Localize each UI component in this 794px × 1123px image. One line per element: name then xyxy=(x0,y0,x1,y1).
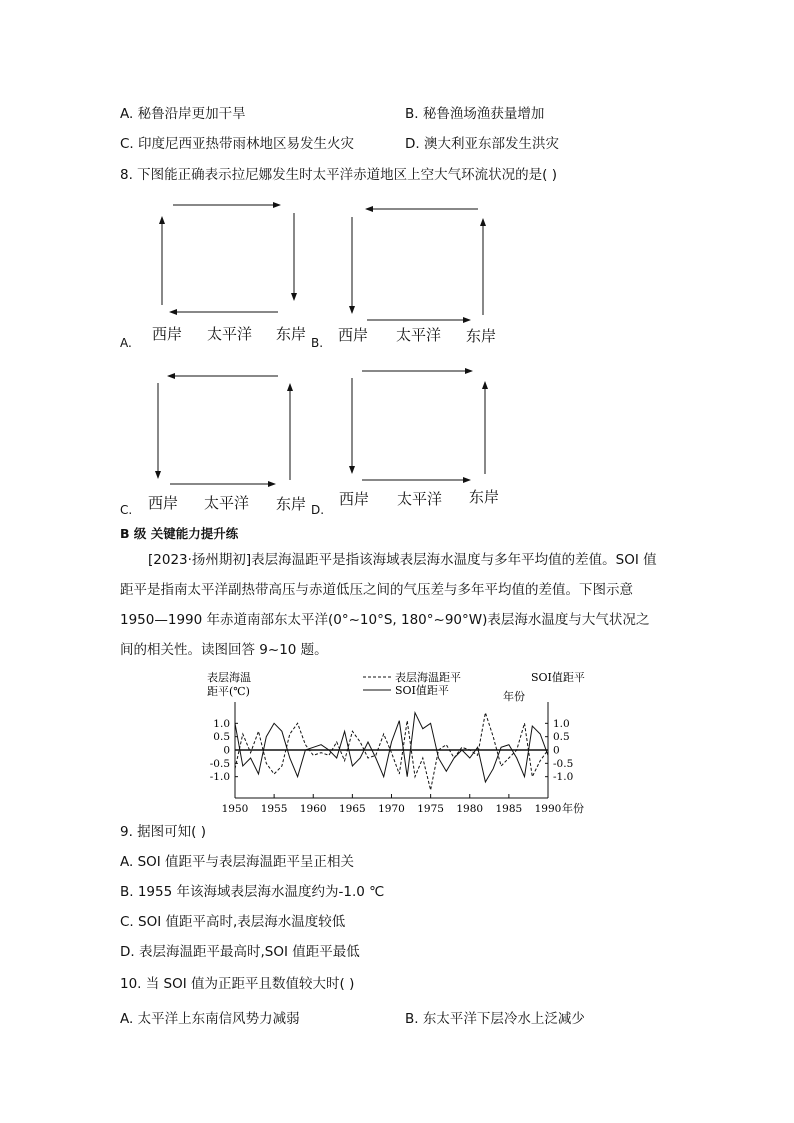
diagram-d-label: D. xyxy=(311,503,325,517)
diagram-a-east-coast: 东岸 xyxy=(276,325,307,343)
chart-xlabel: 年份 xyxy=(562,802,584,815)
q9-option-c: C. SOI 值距平高时,表层海水温度较低 xyxy=(120,914,346,930)
diagram-a-pacific: 太平洋 xyxy=(207,325,253,343)
diagram-d-west-coast: 西岸 xyxy=(339,490,370,508)
chart-ytick-right-label: 1.0 xyxy=(553,717,570,730)
chart-xtick-label: 1975 xyxy=(417,803,444,815)
chart-ytick-right-label: 0.5 xyxy=(553,731,570,744)
chart-xtick-label: 1960 xyxy=(299,803,327,815)
diagram-b-west-coast: 西岸 xyxy=(338,326,369,344)
diagram-c-pacific: 太平洋 xyxy=(204,494,250,512)
diagram-a-label: A. xyxy=(120,336,132,350)
intro-line-2: 距平是指南太平洋副热带高压与赤道低压之间的气压差与多年平均值的差值。下图示意 xyxy=(120,582,633,598)
chart-xtick-label: 1970 xyxy=(378,803,405,815)
intro-line-4: 间的相关性。读图回答 9~10 题。 xyxy=(120,642,328,658)
q7-option-b: B. 秘鲁渔场渔获量增加 xyxy=(405,106,545,122)
chart-ytick-left-label: 1.0 xyxy=(213,717,230,730)
diagram-c-label: C. xyxy=(120,503,133,517)
chart-ytick-left-label: 0 xyxy=(223,744,230,757)
diagram-b-east-coast: 东岸 xyxy=(466,327,497,345)
intro-line-3: 1950—1990 年赤道南部东太平洋(0°~10°S, 180°~90°W)表层海水温度与大气状况之 xyxy=(120,612,650,628)
chart-ytick-right-label: -1.0 xyxy=(553,771,574,784)
chart-ylabel-left-1: 表层海温 xyxy=(207,671,251,684)
chart-xtick-label: 1990 xyxy=(534,803,562,815)
q8-stem: 8. 下图能正确表示拉尼娜发生时太平洋赤道地区上空大气环流状况的是( ) xyxy=(120,167,557,183)
diagram-d-pacific: 太平洋 xyxy=(397,490,443,508)
q10-option-a: A. 太平洋上东南信风势力减弱 xyxy=(120,1011,300,1027)
diagram-b-label: B. xyxy=(311,336,324,350)
diagram-c-east-coast: 东岸 xyxy=(276,495,307,513)
chart-xtick-label: 1985 xyxy=(495,803,523,815)
section-b-heading: B 级 关键能力提升练 xyxy=(120,526,239,541)
chart-ytick-left-label: 0.5 xyxy=(213,731,230,744)
chart-ytick-right-label: 0 xyxy=(553,744,560,757)
chart-xtick-label: 1955 xyxy=(260,803,288,815)
chart-xtick-label: 1965 xyxy=(339,803,366,815)
chart-ylabel-right: SOI值距平 xyxy=(531,671,585,684)
chart-xtick-label: 1950 xyxy=(221,803,249,815)
chart-xlabel-top: 年份 xyxy=(503,690,525,703)
diagram-c-west-coast: 西岸 xyxy=(148,494,179,512)
chart-ytick-left-label: -0.5 xyxy=(209,757,230,770)
q9-option-a: A. SOI 值距平与表层海温距平呈正相关 xyxy=(120,854,355,870)
series-sst-line xyxy=(235,713,548,790)
q7-option-d: D. 澳大利亚东部发生洪灾 xyxy=(405,136,559,152)
q7-option-c: C. 印度尼西亚热带雨林地区易发生火灾 xyxy=(120,136,355,152)
chart-ytick-left-label: -1.0 xyxy=(209,771,230,784)
legend-soi-label: SOI值距平 xyxy=(395,684,449,697)
q10-option-b: B. 东太平洋下层冷水上泛减少 xyxy=(405,1011,585,1027)
chart-xtick-label: 1980 xyxy=(456,803,484,815)
legend-sst-label: 表层海温距平 xyxy=(395,671,461,684)
chart-ytick-right-label: -0.5 xyxy=(553,757,574,770)
intro-line-1: [2023·扬州期初]表层海温距平是指该海域表层海水温度与多年平均值的差值。SOI 值 xyxy=(148,552,657,568)
diagram-a-west-coast: 西岸 xyxy=(152,325,183,343)
q9-option-d: D. 表层海温距平最高时,SOI 值距平最低 xyxy=(120,944,360,960)
q7-option-a: A. 秘鲁沿岸更加干旱 xyxy=(120,106,246,122)
diagram-d-east-coast: 东岸 xyxy=(469,488,500,506)
q9-stem: 9. 据图可知( ) xyxy=(120,824,206,840)
sst-soi-line-chart xyxy=(195,668,595,813)
diagram-b-pacific: 太平洋 xyxy=(396,326,442,344)
q10-stem: 10. 当 SOI 值为正距平且数值较大时( ) xyxy=(120,976,355,992)
series-soi-line xyxy=(235,713,548,782)
q9-option-b: B. 1955 年该海域表层海水温度约为-1.0 ℃ xyxy=(120,884,385,900)
chart-ylabel-left-2: 距平(℃) xyxy=(207,685,250,698)
